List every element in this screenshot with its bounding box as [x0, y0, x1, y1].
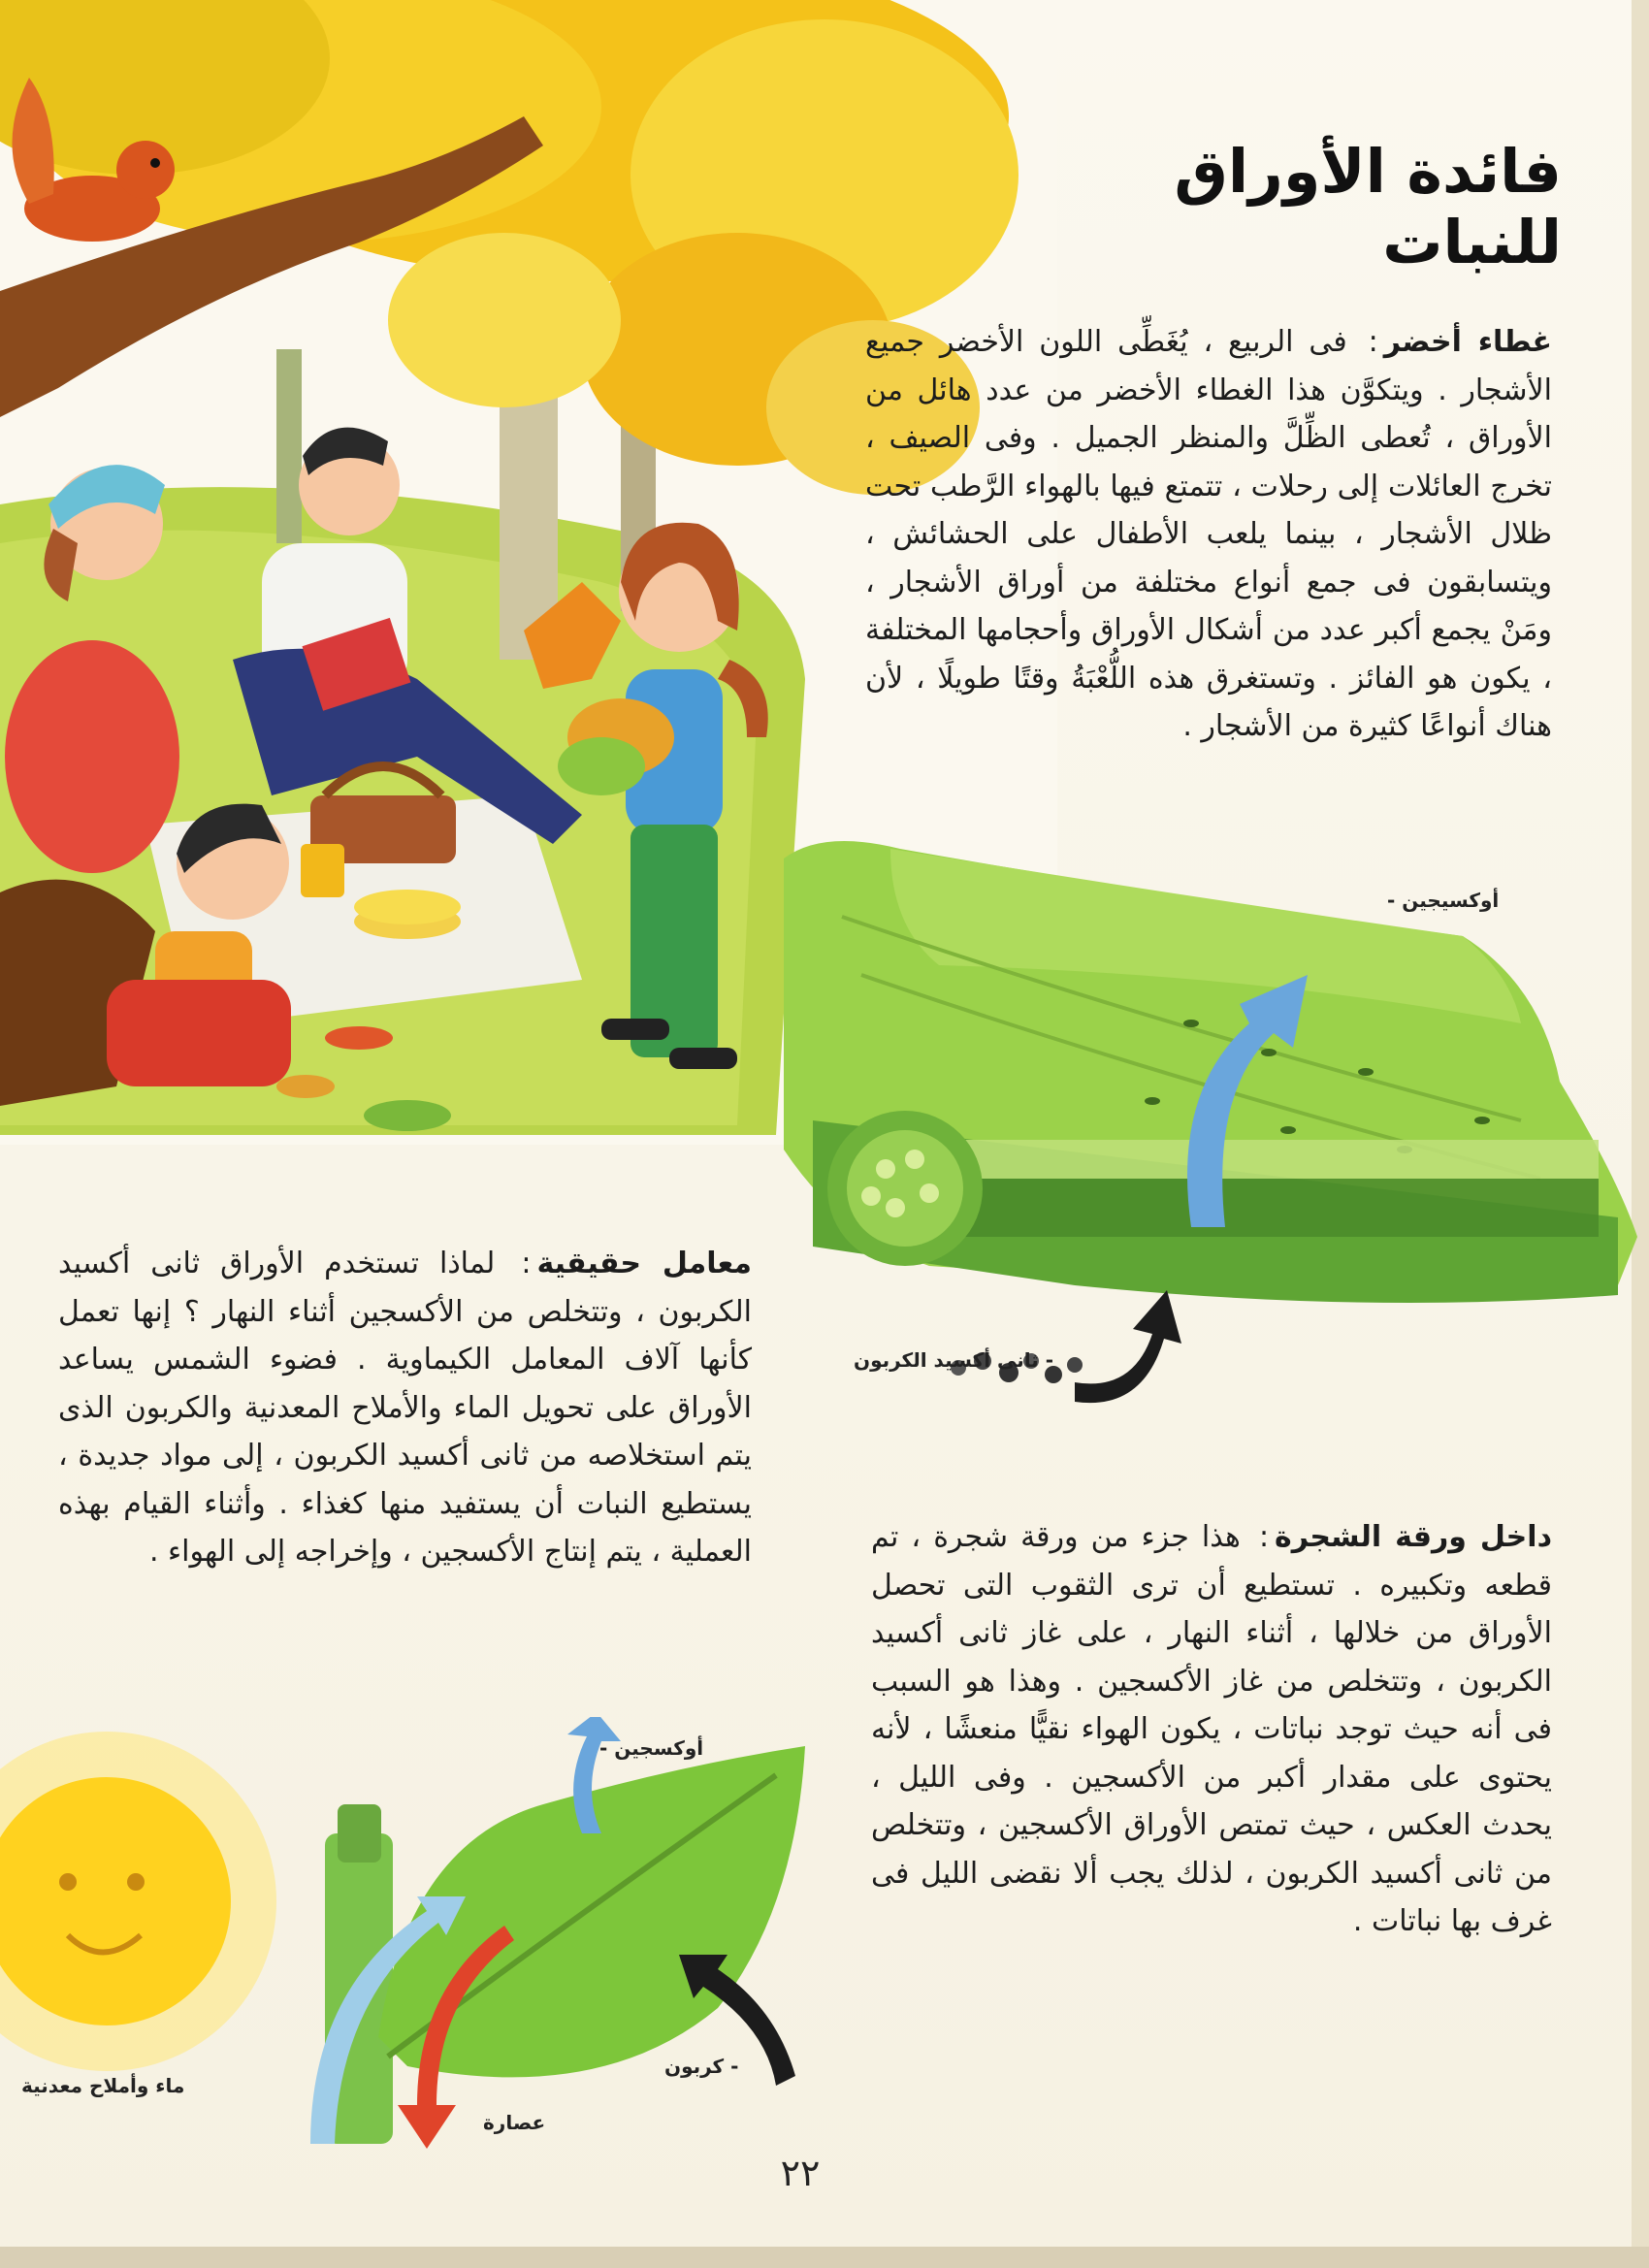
sun-plant-diagram [0, 1717, 834, 2173]
section-body: هذا جزء من ورقة شجرة ، تم قطعه وتكبيره . تستطيع أن ترى الثقوب التى تحصل الأوراق من خلالها ، أثناء النهار ، على غاز ثانى أكسيد الكربون ، وتتخلص من غاز الأكسجين . وهذا هو السبب فى أنه حيث توجد نباتات ، يكون الهواء نقيًّا منعشًا ، لأنه يحتوى على مقدار أكبر من الأكسجين . وفى الليل ، يحدث العكس ، حيث تمتص الأوراق الأكسجين ، وتتخلص من ثانى أكسيد الكربون ، لذلك يجب ألا نقضى الليل فى غرف بها نباتات . [871, 1520, 1552, 1938]
leaf-cross-section-diagram [784, 829, 1649, 1431]
section-inside-leaf: داخل ورقة الشجرة: هذا جزء من ورقة شجرة ، تم قطعه وتكبيره . تستطيع أن ترى الثقوب التى تحصل الأوراق من خلالها ، أثناء النهار ، على غاز ثانى أكسيد الكربون ، وتتخلص من غاز الأكسجين . وهذا هو السبب فى أنه حيث توجد نباتات ، يكون الهواء نقيًّا منعشًا ، لأنه يحتوى على مقدار أكبر من الأكسجين . وفى الليل ، يحدث العكس ، حيث تمتص الأوراق الأكسجين ، وتتخلص من ثانى أكسيد الكربون ، لذلك يجب ألا نقضى الليل فى غرف بها نباتات . [871, 1520, 1552, 1938]
section-real-labs: معامل حقيقية: لماذا تستخدم الأوراق ثانى أكسيد الكربون ، وتتخلص من الأكسجين أثناء النهار ؟ إنها تعمل كأنها آلاف المعامل الكيماوية . فضوء الشمس يساعد الأوراق على تحويل الماء والأملاح المعدنية والكربون الذى يتم استخلاصه من ثانى أكسيد الكربون ، إلى مواد جديدة ، يستطيع النبات أن يستفيد منها كغذاء . وأثناء القيام بهذه العملية ، يتم إنتاج الأكسجين ، وإخراجه إلى الهواء . [58, 1247, 752, 1569]
page-number: ٢٢ [780, 2152, 821, 2194]
leaf-co2-label: - ثانى أكسيد الكربون [854, 1348, 1054, 1372]
section-body: فى الربيع ، يُغَطِّى اللون الأخضر جميع الأشجار . ويتكوَّن هذا الغطاء الأخضر من عدد هائل من الأوراق ، تُعطى الظِّلَّ والمنظر الجميل . وفى الصيف ، تخرج العائلات إلى رحلات ، تتمتع فيها بالهواء الرَّطب تحت ظلال الأشجار ، بينما يلعب الأطفال على الحشائش ، ويتسابقون فى جمع أنواع مختلفة من أوراق الأشجار ، ومَنْ يجمع أكبر عدد من أشكال الأوراق وأحجامها المختلفة ، يكون هو الفائز . وتستغرق هذه اللُّعْبَةُ وقتًا طويلًا ، لأن هناك أنواعًا كثيرة من الأشجار . [865, 325, 1552, 743]
section-green-cover: غطاء أخضر: فى الربيع ، يُغَطِّى اللون الأخضر جميع الأشجار . ويتكوَّن هذا الغطاء الأخضر من عدد هائل من الأوراق ، تُعطى الظِّلَّ والمنظر الجميل . وفى الصيف ، تخرج العائلات إلى رحلات ، تتمتع فيها بالهواء الرَّطب تحت ظلال الأشجار ، بينما يلعب الأطفال على الحشائش ، ويتسابقون فى جمع أنواع مختلفة من أوراق الأشجار ، ومَنْ يجمع أكبر عدد من أشكال الأوراق وأحجامها المختلفة ، يكون هو الفائز . وتستغرق هذه اللُّعْبَةُ وقتًا طويلًا ، لأن هناك أنواعًا كثيرة من الأشجار . [865, 325, 1553, 743]
page-title: فائدة الأوراق للنبات [1174, 136, 1562, 277]
page-edge-bottom [0, 2247, 1649, 2268]
section-heading: داخل ورقة الشجرة [1275, 1520, 1552, 1554]
section-heading: غطاء أخضر [1383, 325, 1553, 359]
plant-water-label: ماء وأملاح معدنية [21, 2074, 185, 2097]
leaf-oxygen-label: أوكسيجين - [1387, 889, 1500, 912]
plant-oxygen-label: أوكسجين - [599, 1736, 704, 1760]
plant-carbon-label: - كربون [664, 2055, 739, 2078]
section-body: لماذا تستخدم الأوراق ثانى أكسيد الكربون ، وتتخلص من الأكسجين أثناء النهار ؟ إنها تعمل كأنها آلاف المعامل الكيماوية . فضوء الشمس يساعد الأوراق على تحويل الماء والأملاح المعدنية والكربون الذى يتم استخلاصه من ثانى أكسيد الكربون ، إلى مواد جديدة ، يستطيع النبات أن يستفيد منها كغذاء . وأثناء القيام بهذه العملية ، يتم إنتاج الأكسجين ، وإخراجه إلى الهواء . [58, 1247, 752, 1569]
section-heading: معامل حقيقية [536, 1247, 752, 1280]
plant-sap-label: عصارة [483, 2111, 546, 2134]
